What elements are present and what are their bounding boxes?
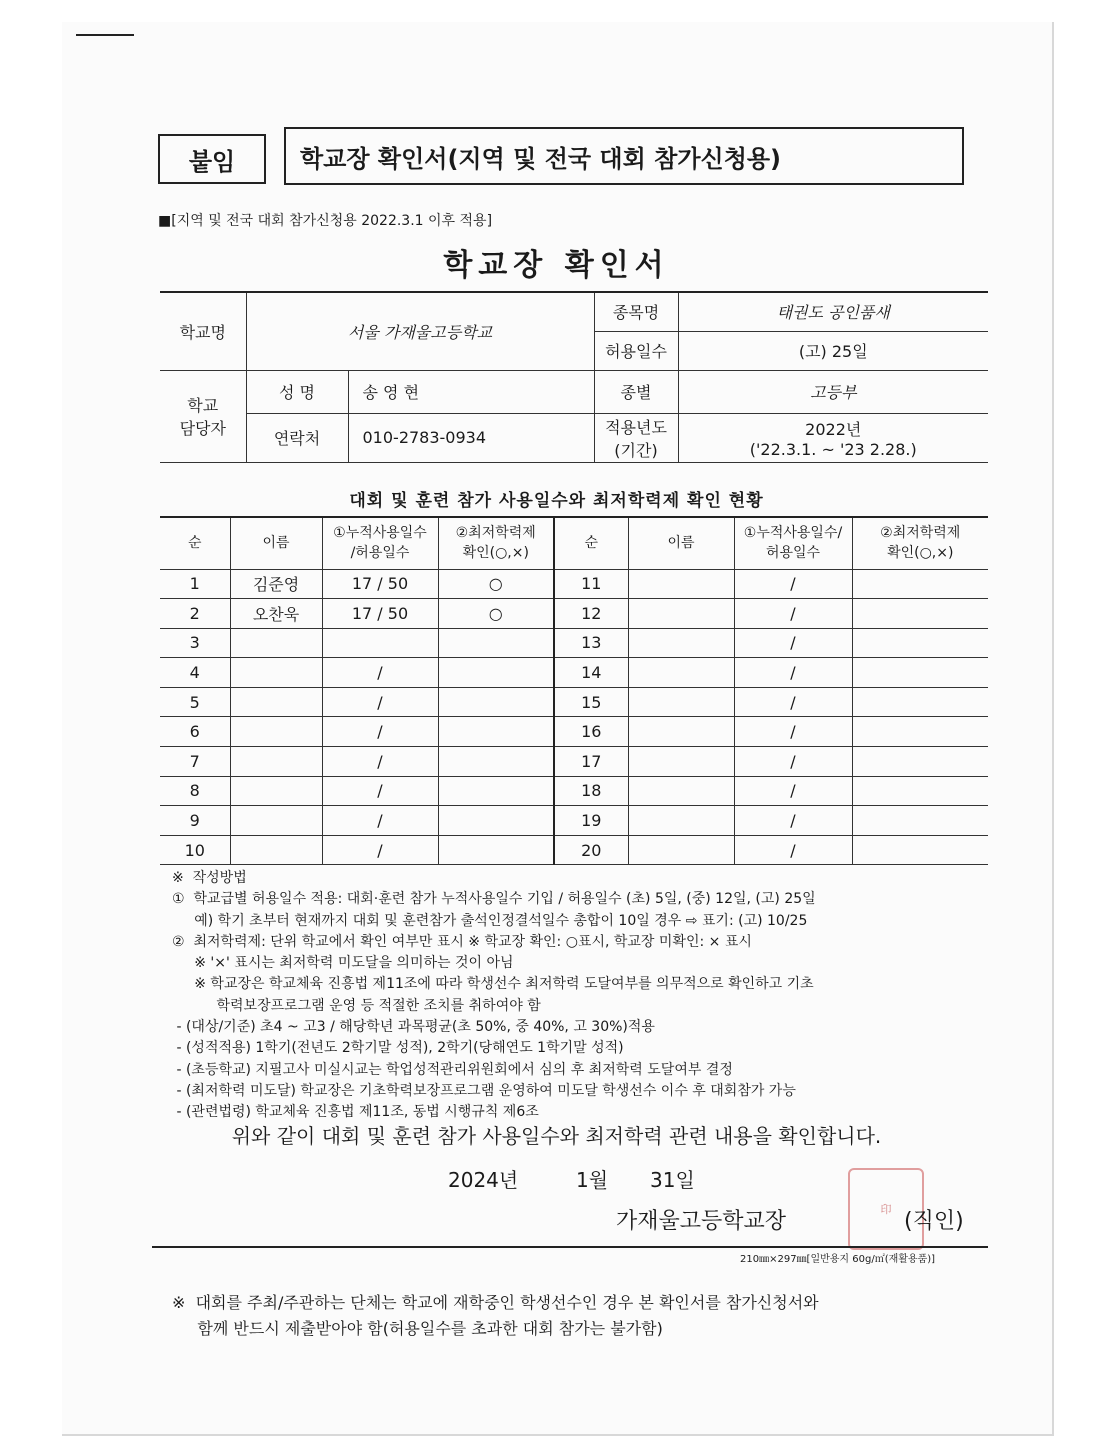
- header-title: 학교장 확인서(지역 및 전국 대회 참가신청용): [284, 127, 964, 185]
- days-used: /: [734, 687, 852, 717]
- student-name: [628, 806, 734, 836]
- min-academic-check: [852, 747, 988, 777]
- row-number: 3: [160, 628, 230, 658]
- min-academic-check: [852, 628, 988, 658]
- header-name-right: 이름: [628, 517, 734, 569]
- footer-note-line2: 함께 반드시 제출받아야 함(허용일수를 초과한 대회 참가는 불가함): [172, 1319, 663, 1338]
- row-number: 11: [554, 569, 628, 599]
- applicability-note: ■[지역 및 전국 대회 참가신청용 2022.3.1 이후 적용]: [158, 213, 493, 229]
- table-row: [160, 658, 988, 688]
- contact-value: 010-2783-0934: [348, 413, 594, 462]
- min-academic-check: [438, 628, 554, 658]
- instruction-line: ② 최저학력제: 단위 학교에서 확인 여부만 표시 ※ 학교장 확인: ○표시, 학교장 미확인: × 표시: [172, 933, 752, 950]
- days-used: /: [734, 747, 852, 777]
- header-min-right-line1: ②최저학력제: [880, 525, 961, 542]
- instruction-line: - (대상/기준) 초4 ~ 고3 / 해당학년 과목평균(초 50%, 중 40%, 고 30%)적용: [172, 1019, 655, 1036]
- row-number: 18: [554, 776, 628, 806]
- participation-table: [160, 516, 988, 865]
- instruction-line: - (초등학교) 지필고사 미실시교는 학업성적관리위원회에서 심의 후 최저학력 도달여부 결정: [172, 1061, 733, 1078]
- row-number: 14: [554, 658, 628, 688]
- table-row: [160, 717, 988, 747]
- instruction-line: ※ 작성방법: [172, 870, 247, 886]
- name-value: 송 영 현: [348, 370, 594, 413]
- period-value-range: ('22.3.1. ~ '23 2.28.): [749, 439, 917, 459]
- period-label: [594, 413, 678, 462]
- table-row: [160, 776, 988, 806]
- row-number: 4: [160, 658, 230, 688]
- table-body: [160, 569, 988, 865]
- school-value: 서울 가재울고등학교: [246, 292, 594, 370]
- min-academic-check: [852, 569, 988, 599]
- paper-spec: 210㎜×297㎜[일반용지 60g/㎡(재활용품)]: [740, 1254, 936, 1265]
- min-academic-check: [852, 599, 988, 629]
- confirmation-statement: 위와 같이 대회 및 훈련 참가 사용일수와 최저학력 관련 내용을 확인합니다.: [231, 1124, 882, 1148]
- instruction-line: - (관련법령) 학교체육 진흥법 제11조, 동법 시행규칙 제6조: [172, 1104, 539, 1121]
- row-number: 15: [554, 687, 628, 717]
- table-header-row: [160, 517, 988, 569]
- divider: [152, 1246, 988, 1248]
- row-number: 1: [160, 569, 230, 599]
- table-row: [160, 599, 988, 629]
- student-name: [230, 835, 322, 865]
- days-used: /: [322, 835, 438, 865]
- student-name: [628, 717, 734, 747]
- section-title: 대회 및 훈련 참가 사용일수와 최저학력제 확인 현황: [349, 491, 764, 511]
- info-table: [160, 291, 988, 463]
- period-value: [678, 413, 988, 462]
- table-row: [160, 835, 988, 865]
- instruction-line: ① 학교급별 허용일수 적용: 대회·훈련 참가 누적사용일수 기입 / 허용일수 (초) 5일, (중) 12일, (고) 25일: [172, 891, 816, 908]
- instruction-line: 예) 학기 초부터 현재까지 대회 및 훈련참가 출석인정결석일수 총합이 10일 경우 ⇨ 표기: (고) 10/25: [172, 912, 808, 929]
- row-number: 5: [160, 687, 230, 717]
- days-used: /: [734, 599, 852, 629]
- header-days-right-line1: ①누적사용일수/: [743, 525, 843, 542]
- header-min-line1: ②최저학력제: [455, 525, 536, 542]
- instruction-line: - (최저학력 미도달) 학교장은 기초학력보장프로그램 운영하여 미도달 학생선수 이수 후 대회참가 가능: [172, 1082, 796, 1099]
- student-name: [628, 776, 734, 806]
- table-row: [160, 687, 988, 717]
- header-no-right: 순: [554, 517, 628, 569]
- min-academic-check: [852, 835, 988, 865]
- student-name: [230, 687, 322, 717]
- table-row: [160, 806, 988, 836]
- attachment-tag: 붙임: [158, 134, 266, 184]
- min-academic-check: [438, 687, 554, 717]
- document-title: 학교장 확인서: [443, 248, 670, 283]
- days-used: /: [734, 628, 852, 658]
- min-academic-check: [438, 835, 554, 865]
- min-academic-check: ○: [438, 569, 554, 599]
- days-used: /: [734, 658, 852, 688]
- row-number: 9: [160, 806, 230, 836]
- student-name: [628, 599, 734, 629]
- footer-note: [172, 1290, 972, 1342]
- instructions: [172, 868, 992, 1124]
- row-number: 8: [160, 776, 230, 806]
- days-used: [322, 628, 438, 658]
- row-number: 10: [160, 835, 230, 865]
- min-academic-check: [852, 806, 988, 836]
- min-academic-check: [852, 658, 988, 688]
- days-used: /: [322, 717, 438, 747]
- min-academic-check: [438, 717, 554, 747]
- date-month: 1월: [576, 1168, 609, 1192]
- min-academic-check: [852, 717, 988, 747]
- header-days-line1: ①누적사용일수: [333, 525, 427, 542]
- name-label: 성 명: [246, 370, 348, 413]
- period-label-line2: (기간): [614, 440, 658, 460]
- student-name: 김준영: [230, 569, 322, 599]
- row-number: 12: [554, 599, 628, 629]
- min-academic-check: ○: [438, 599, 554, 629]
- days-used: 17 / 50: [322, 569, 438, 599]
- period-label-line1: 적용년도: [605, 417, 667, 437]
- table-row: [160, 747, 988, 777]
- header-min: [438, 517, 554, 569]
- division-value: 고등부: [678, 370, 988, 413]
- student-name: [628, 835, 734, 865]
- min-academic-check: [438, 806, 554, 836]
- manager-label-line2: 담당자: [179, 419, 226, 438]
- min-academic-check: [438, 747, 554, 777]
- days-used: /: [734, 717, 852, 747]
- principal-name: 가재울고등학교장: [616, 1209, 787, 1234]
- header-days: [322, 517, 438, 569]
- student-name: [230, 806, 322, 836]
- header-days-right-line2: 허용일수: [765, 545, 821, 562]
- allowed-days-value: (고) 25일: [678, 331, 988, 370]
- student-name: [628, 569, 734, 599]
- days-used: /: [322, 806, 438, 836]
- header-min-right-line2: 확인(○,×): [887, 545, 954, 562]
- header-no: 순: [160, 517, 230, 569]
- instruction-line: 학력보장프로그램 운영 등 적절한 조치를 취하여야 함: [172, 997, 541, 1014]
- min-academic-check: [852, 687, 988, 717]
- min-academic-check: [852, 776, 988, 806]
- student-name: [230, 628, 322, 658]
- manager-label: [160, 370, 246, 462]
- row-number: 6: [160, 717, 230, 747]
- days-used: 17 / 50: [322, 599, 438, 629]
- days-used: /: [734, 776, 852, 806]
- days-used: /: [734, 569, 852, 599]
- days-used: /: [322, 687, 438, 717]
- student-name: 오찬욱: [230, 599, 322, 629]
- days-used: /: [322, 658, 438, 688]
- days-used: /: [734, 806, 852, 836]
- header-min-right: [852, 517, 988, 569]
- instruction-line: - (성적적용) 1학기(전년도 2학기말 성적), 2학기(당해연도 1학기말 성적): [172, 1040, 624, 1057]
- row-number: 7: [160, 747, 230, 777]
- allowed-days-label: 허용일수: [594, 331, 678, 370]
- student-name: [628, 687, 734, 717]
- days-used: /: [322, 747, 438, 777]
- header-name: 이름: [230, 517, 322, 569]
- min-academic-check: [438, 776, 554, 806]
- date-day: 31일: [650, 1168, 695, 1192]
- student-name: [628, 747, 734, 777]
- event-value: 태권도 공인품새: [678, 292, 988, 331]
- header-days-line2: /허용일수: [350, 545, 410, 562]
- row-number: 17: [554, 747, 628, 777]
- min-academic-check: [438, 658, 554, 688]
- event-label: 종목명: [594, 292, 678, 331]
- seal-mark: 印: [880, 1202, 892, 1216]
- row-number: 16: [554, 717, 628, 747]
- table-row: [160, 628, 988, 658]
- header-min-line2: 확인(○,×): [462, 545, 529, 562]
- instruction-line: ※ 학교장은 학교체육 진흥법 제11조에 따라 학생선수 최저학력 도달여부를 의무적으로 확인하고 기초: [172, 976, 814, 993]
- header-days-right: [734, 517, 852, 569]
- corner-mark: [76, 34, 134, 36]
- footer-note-line1: ※ 대회를 주최/주관하는 단체는 학교에 재학중인 학생선수인 경우 본 확인서를 참가신청서와: [172, 1293, 819, 1312]
- days-used: /: [322, 776, 438, 806]
- student-name: [628, 658, 734, 688]
- row-number: 19: [554, 806, 628, 836]
- seal-label: (직인): [904, 1209, 964, 1234]
- row-number: 20: [554, 835, 628, 865]
- student-name: [628, 628, 734, 658]
- row-number: 13: [554, 628, 628, 658]
- date-year: 2024년: [448, 1168, 519, 1192]
- table-row: [160, 569, 988, 599]
- manager-label-line1: 학교: [187, 396, 219, 415]
- student-name: [230, 717, 322, 747]
- school-label: 학교명: [160, 292, 246, 370]
- student-name: [230, 658, 322, 688]
- row-number: 2: [160, 599, 230, 629]
- period-value-year: 2022년: [805, 419, 862, 439]
- division-label: 종별: [594, 370, 678, 413]
- instruction-line: ※ '×' 표시는 최저학력 미도달을 의미하는 것이 아님: [172, 955, 514, 972]
- student-name: [230, 776, 322, 806]
- days-used: /: [734, 835, 852, 865]
- contact-label: 연락처: [246, 413, 348, 462]
- student-name: [230, 747, 322, 777]
